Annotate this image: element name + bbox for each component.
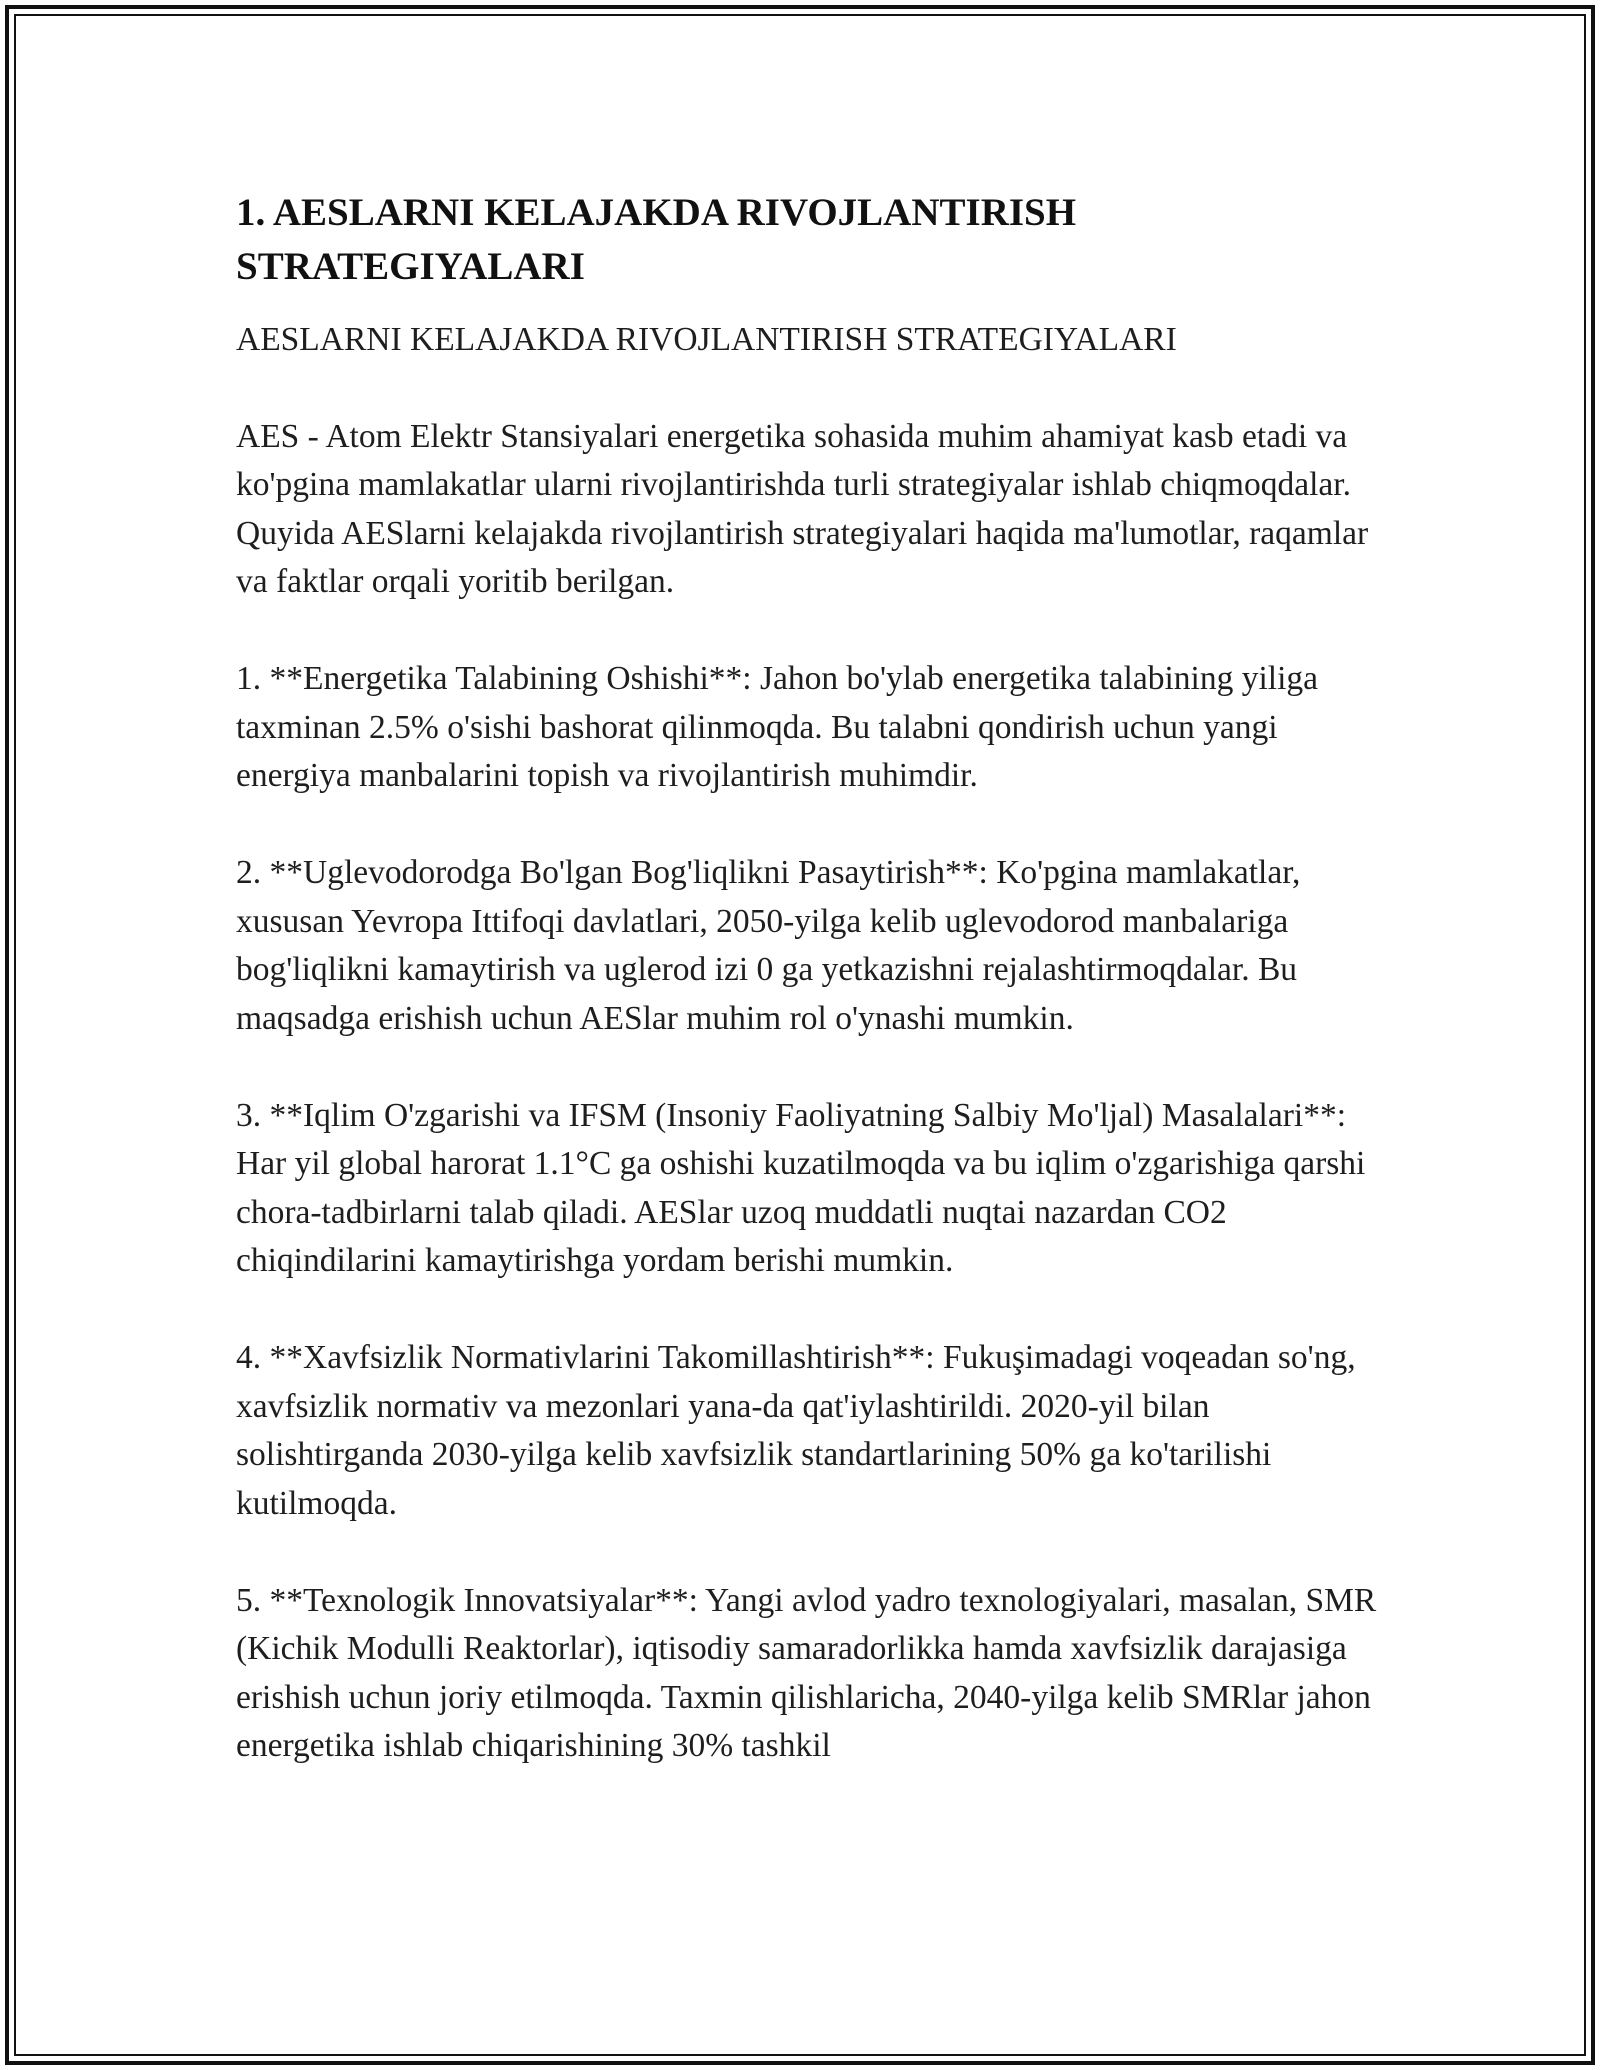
list-item-5: 5. **Texnologik Innovatsiyalar**: Yangi avlod yadro texnologiyalari, masalan, SMR (Kichik Modulli Reaktorlar), iqtisodiy samaradorlikka hamda xavfsizlik darajasiga erishish uchun joriy etilmoqda. Taxmin qilishlaricha, 2040-yilga kelib SMRlar jahon energetika ishlab chiqarishining 30% tashkil	[236, 1581, 1377, 1764]
intro-paragraph: AES - Atom Elektr Stansiyalari energetika sohasida muhim ahamiyat kasb etadi va ko'pgina mamlakatlar ularni rivojlantirishda turli strategiyalar ishlab chiqmoqdalar. Quyida AESlarni kelajakda rivojlantirish strategiyalari haqida ma'lumotlar, raqamlar va faktlar orqali yoritib berilgan.	[236, 417, 1369, 600]
heading-line-1: 1. AESLARNI KELAJAKDA RIVOJLANTIRISH	[236, 191, 1077, 234]
list-item-4: 4. **Xavfsizlik Normativlarini Takomillashtirish**: Fukuşimadagi voqeadan so'ng, xavfsizlik normativ va mezonlari yana-da qat'iylashtirildi. 2020-yil bilan solishtirganda 2030-yilga kelib xavfsizlik standartlarining 50% ga ko'tarilishi kutilmoqda.	[236, 1339, 1356, 1522]
document-body	[236, 186, 1386, 1819]
heading-line-2: STRATEGIYALARI	[236, 245, 585, 288]
document-subtitle: AESLARNI KELAJAKDA RIVOJLANTIRISH STRATEGIYALARI	[236, 321, 1177, 358]
document-heading	[236, 186, 1386, 294]
list-item-1: 1. **Energetika Talabining Oshishi**: Jahon bo'ylab energetika talabining yiliga taxminan 2.5% o'sishi bashorat qilinmoqda. Bu talabni qondirish uchun yangi energiya manbalarini topish va rivojlantirish muhimdir.	[236, 660, 1318, 794]
list-item-3: 3. **Iqlim O'zgarishi va IFSM (Insoniy Faoliyatning Salbiy Mo'ljal) Masalalari**: Har yil global harorat 1.1°C ga oshishi kuzatilmoqda va bu iqlim o'zgarishiga qarshi chora-tadbirlarni talab qiladi. AESlar uzoq muddatli nuqtai nazardan CO2 chiqindilarini kamaytirishga yordam berishi mumkin.	[236, 1096, 1366, 1279]
list-item-2: 2. **Uglevodorodga Bo'lgan Bog'liqlikni Pasaytirish**: Ko'pgina mamlakatlar, xususan Yevropa Ittifoqi davlatlari, 2050-yilga kelib uglevodorod manbalariga bog'liqlikni kamaytirish va uglerod izi 0 ga yetkazishni rejalashtirmoqdalar. Bu maqsadga erishish uchun AESlar muhim rol o'ynashi mumkin.	[236, 854, 1301, 1037]
